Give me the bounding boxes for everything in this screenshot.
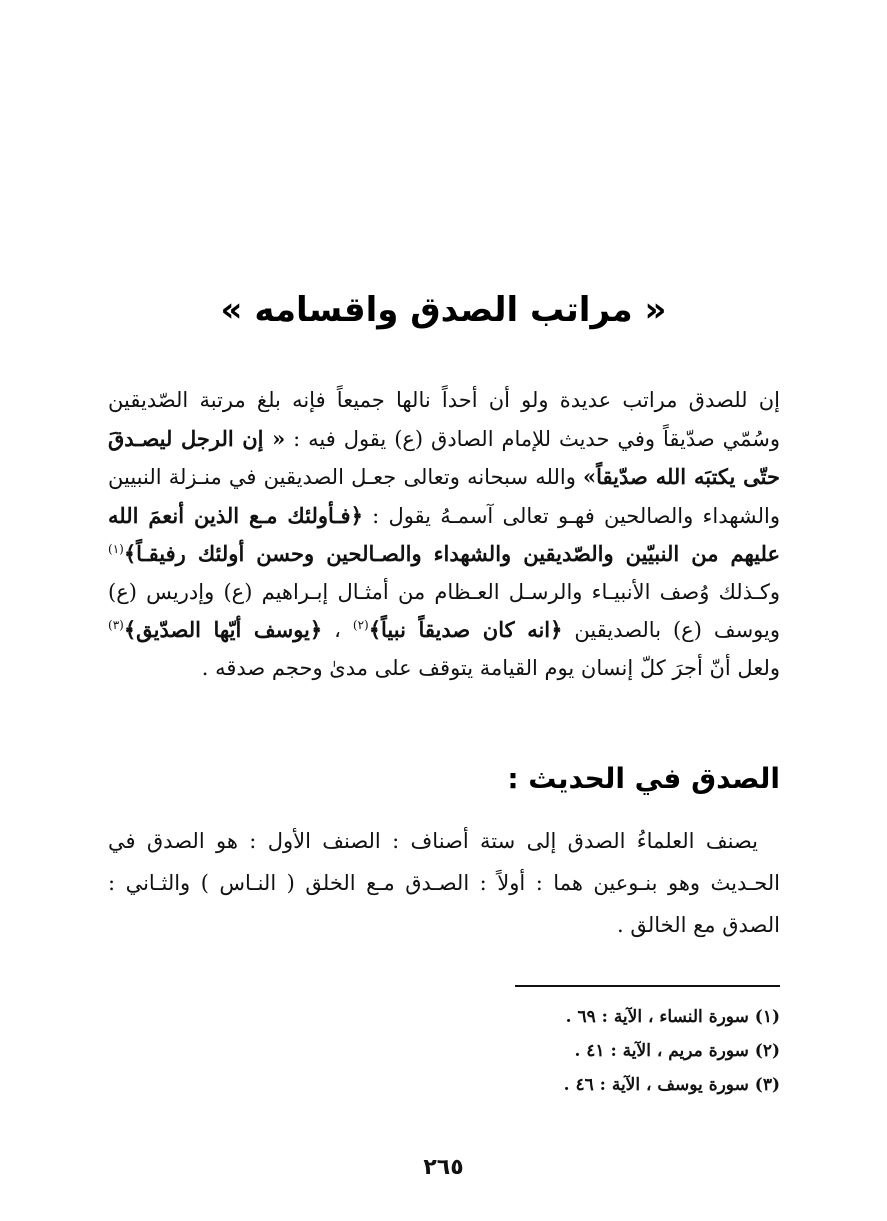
- footnote-reference: (٢): [352, 618, 369, 632]
- page-title: « مراتب الصدق واقسامه »: [220, 290, 667, 330]
- paragraph-lines: [108, 382, 780, 687]
- text-segment: حتّى يكتبَه الله صدّيقاً»: [583, 464, 780, 489]
- footnote-1: (١) سورة النساء ، الآية : ٦٩ .: [565, 1007, 780, 1027]
- text-segment: ﴿انه كان صديقاً نبياً﴾: [368, 617, 563, 642]
- section-line-2: الحـديث وهو بنـوعين هما : أولاً : الصـدق مـع الخلق ( النـاس ) والثـاني :: [108, 871, 780, 895]
- text-segment: ويوسف (ع) بالصديقين: [562, 618, 781, 642]
- text-segment: وكـذلك وُصف الأنبيـاء والرسـل العـظام من أمثـال إبـراهيم (ع) وإدريس (ع): [108, 579, 781, 604]
- text-segment: عليهم من النبيّين والصّديقين والشهداء والصـالحين وحسن أولئك رفيقـاً﴾: [123, 541, 780, 566]
- paragraph-line: [108, 382, 780, 420]
- paragraph-line: [108, 650, 780, 688]
- text-segment: ﴿فـأولئك مـع الذين أنعمَ الله: [108, 502, 363, 528]
- paragraph-line: [108, 535, 780, 574]
- section-line-1: يصنف العلماءُ الصدق إلى ستة أصناف : الصنف الأول : هو الصدق في: [108, 829, 758, 853]
- text-segment: ،: [322, 618, 353, 642]
- footnote-3: (٣) سورة يوسف ، الآية : ٤٦ .: [563, 1075, 780, 1095]
- text-segment: والله سبحانه وتعالى جعـل الصديقين في منـزلة النبيين: [108, 465, 584, 489]
- text-segment: والشهداء والصالحين فهـو تعالى آسمـهُ يقول :: [362, 503, 781, 528]
- section-paragraph: [108, 820, 780, 946]
- paragraph-line: [108, 611, 780, 650]
- page-number: ٢٦٥: [423, 1155, 464, 1180]
- paragraph-line: [108, 458, 780, 497]
- paragraph-line: [108, 497, 780, 536]
- footnotes: [380, 1000, 780, 1102]
- section-line-3: الصدق مع الخالق .: [617, 913, 780, 937]
- footnote-2: (٢) سورة مريم ، الآية : ٤١ .: [574, 1041, 780, 1061]
- text-segment: ولعل أنّ أجرَ كلّ إنسان يوم القيامة يتوقف على مدىٰ وحجم صدقه .: [201, 655, 780, 680]
- text-segment: « إن الرجل ليصـدقَ: [108, 425, 286, 451]
- footnote-reference: (٣): [108, 618, 124, 632]
- footnote-reference: (١): [108, 542, 124, 556]
- footnote-divider: [515, 985, 780, 987]
- text-segment: إن للصدق مراتب عديدة ولو أن أحداً نالها جميعاً فإنه بلغ مرتبة الصّديقين: [108, 388, 780, 412]
- paragraph-line: [108, 574, 780, 612]
- text-segment: ﴿يوسف أيّها الصدّيق﴾: [123, 617, 323, 642]
- paragraph-line: [108, 420, 780, 459]
- main-paragraph: [108, 382, 780, 687]
- text-segment: وسُمّي صدّيقاً وفي حديث للإمام الصادق (ع) يقول فيه :: [285, 426, 780, 451]
- section-heading: الصدق في الحديث :: [507, 762, 780, 795]
